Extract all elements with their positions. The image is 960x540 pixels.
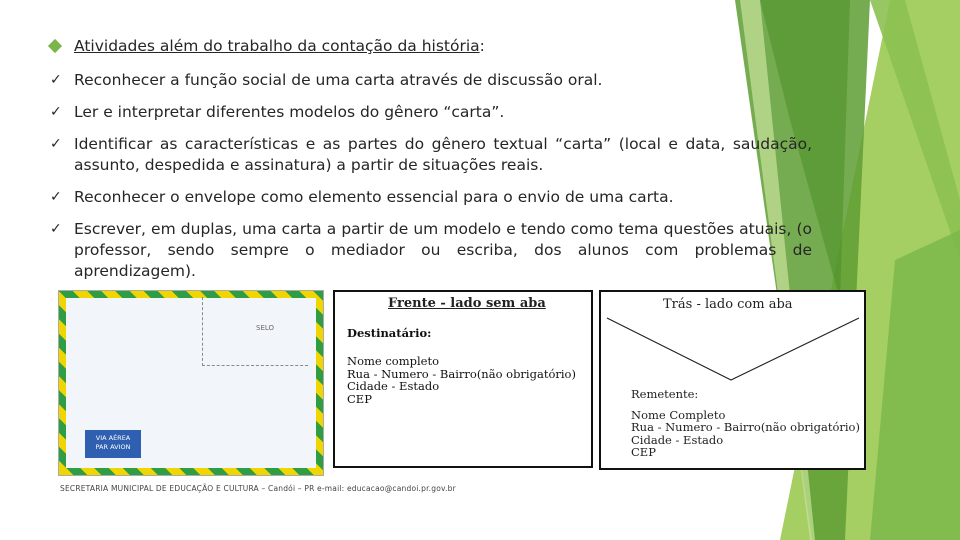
sender-label: Remetente: [631, 387, 699, 401]
list-item-text: Identificar as características e as partes do gênero textual “carta” (local e data, saudação, assunto, despedida e assinatura) a partir de situações reais. [74, 135, 812, 174]
envelope-front-diagram [333, 290, 593, 468]
section-title-row [48, 36, 812, 57]
stamp-label: SELO [256, 324, 275, 332]
list-item-text: Ler e interpretar diferentes modelos do gênero “carta”. [74, 103, 505, 121]
diamond-bullet-icon [48, 39, 62, 53]
list-item [48, 187, 812, 208]
checkmark-icon: ✓ [50, 72, 62, 88]
envelope-back-diagram [599, 290, 866, 470]
stamp-area [202, 297, 308, 366]
airmail-envelope-image [58, 290, 324, 476]
checkmark-icon: ✓ [50, 221, 62, 237]
list-item [48, 134, 812, 176]
recipient-lines: Nome completo Rua - Numero - Bairro(não obrigatório) Cidade - Estado CEP [347, 354, 576, 406]
list-item-text: Reconhecer o envelope como elemento essencial para o envio de uma carta. [74, 188, 674, 206]
airmail-label: VIA AÉREA PAR AVION [85, 430, 141, 458]
checkmark-icon: ✓ [50, 104, 62, 120]
section-title-colon: : [479, 37, 485, 55]
footer-text: SECRETARIA MUNICIPAL DE EDUCAÇÃO E CULTURA – Candói – PR e-mail: educacao@candoi.pr.gov.br [60, 484, 456, 493]
recipient-label: Destinatário: [347, 326, 432, 340]
list-item [48, 102, 812, 123]
list-item-text: Reconhecer a função social de uma carta através de discussão oral. [74, 71, 603, 89]
envelope-images [58, 288, 866, 498]
checkmark-icon: ✓ [50, 189, 62, 205]
section-title: Atividades além do trabalho da contação da história [74, 37, 480, 55]
sender-lines: Nome Completo Rua - Numero - Bairro(não obrigatório) Cidade - Estado CEP [631, 408, 860, 460]
list-item [48, 219, 812, 282]
activities-list [48, 36, 812, 282]
list-item [48, 70, 812, 91]
list-item-text: Escrever, em duplas, uma carta a partir de um modelo e tendo como tema questões atuais, (o professor, sendo sempre o mediador ou escriba, dos alunos com problemas de aprendizagem). [74, 220, 812, 280]
checkmark-icon: ✓ [50, 136, 62, 152]
envelope-back-heading: Trás - lado com aba [663, 297, 793, 312]
envelope-front-heading: Frente - lado sem aba [388, 296, 546, 311]
